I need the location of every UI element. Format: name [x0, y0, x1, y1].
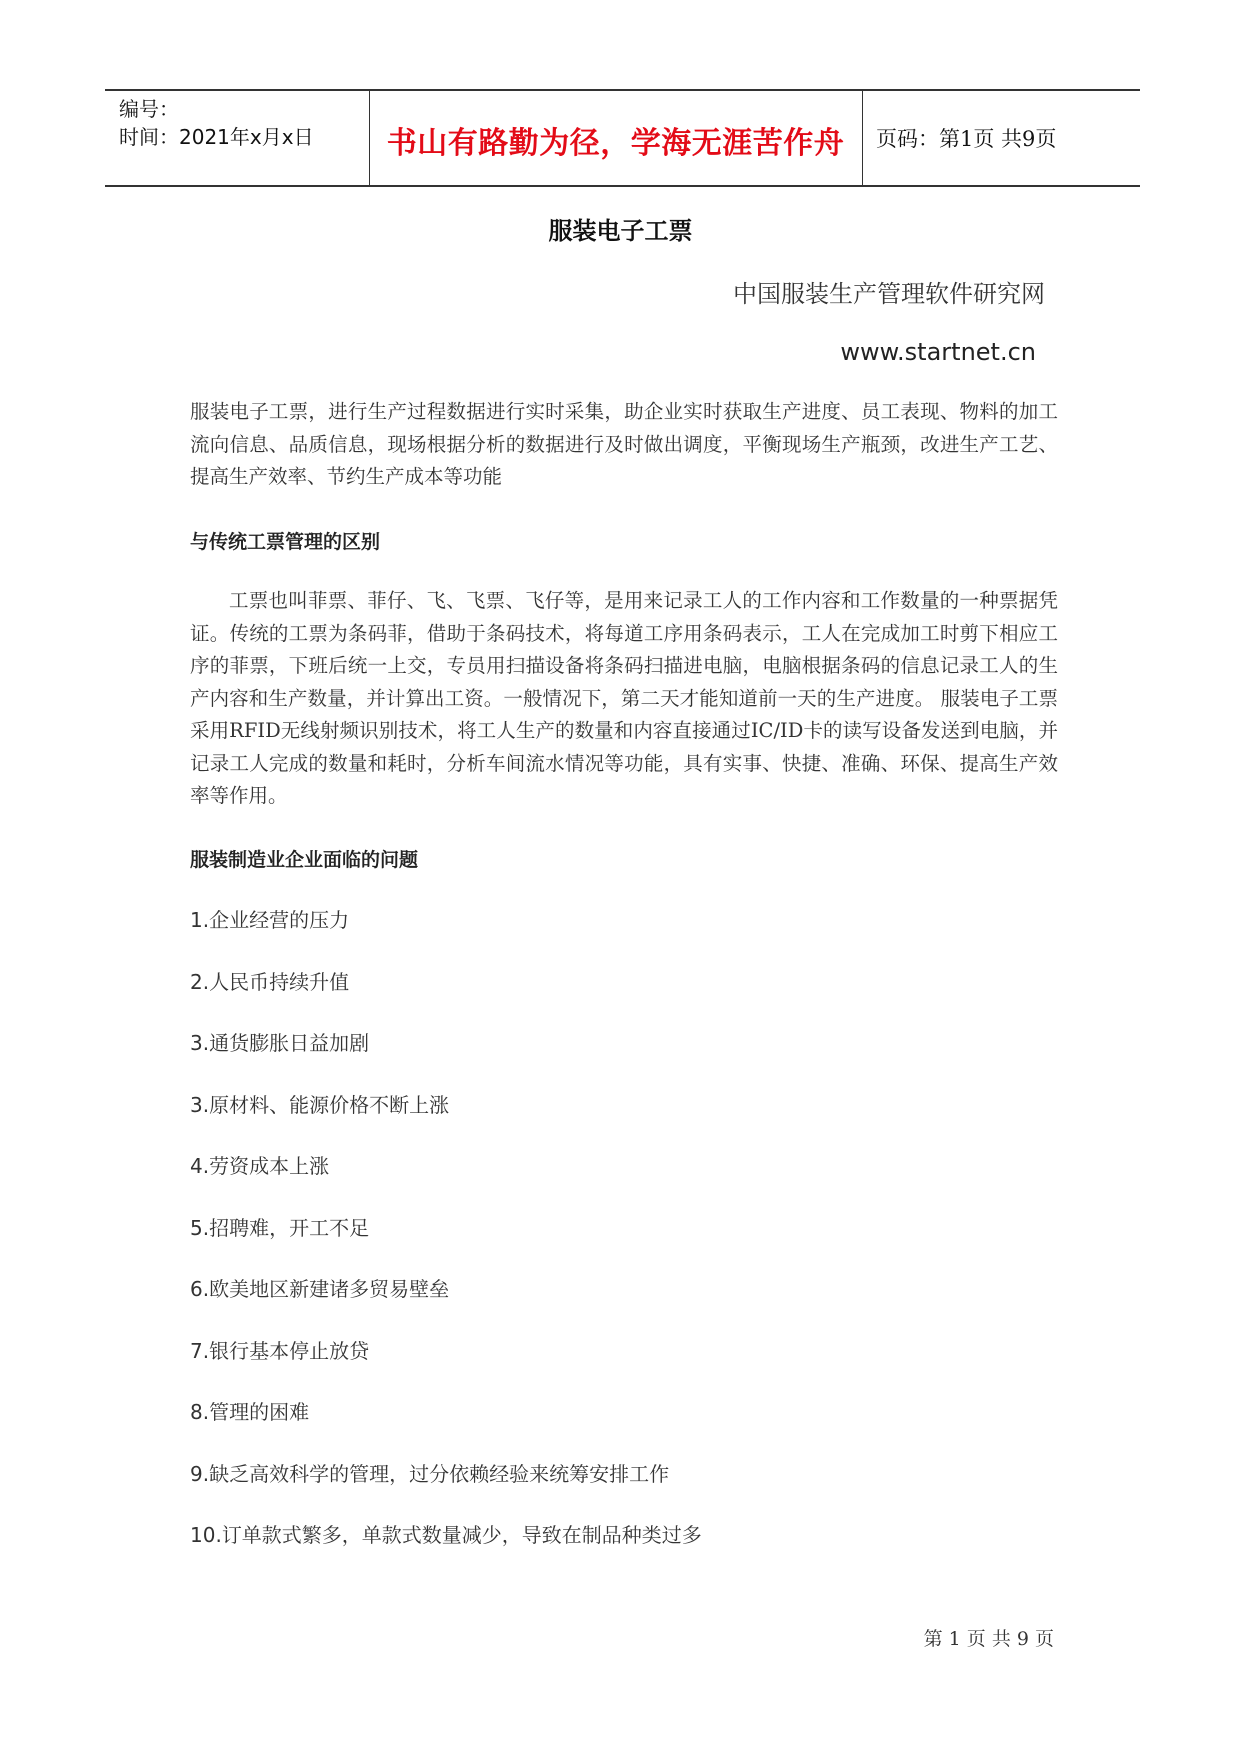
list-item [190, 1335, 369, 1364]
list-item-text: 订单款式繁多，单款式数量减少，导致在制品种类过多 [221, 1523, 702, 1547]
intro-paragraph: 服装电子工票，进行生产过程数据进行实时采集，助企业实时获取生产进度、员工表现、物料的加工流向信息、品质信息，现场根据分析的数据进行及时做出调度，平衡现场生产瓶颈，改进生产工艺、提高生产效率、节约生产成本等功能 [190, 400, 1058, 488]
list-item-text: 通货膨胀日益加剧 [209, 1031, 370, 1055]
list-item [190, 1089, 449, 1118]
motto: 书山有路勤为径，学海无涯苦作舟 [386, 126, 845, 161]
list-item-number: 6. [190, 1277, 210, 1301]
serial-label: 编号： [119, 97, 179, 121]
header-table [105, 89, 1140, 187]
header-meta-cell [105, 91, 370, 185]
list-item-number: 1. [190, 908, 210, 932]
section-heading-difference: 与传统工票管理的区别 [190, 531, 381, 553]
list-item [190, 1396, 309, 1425]
page-info: 页码：第1页 共9页 [876, 127, 1057, 151]
list-item-number: 10. [190, 1523, 222, 1547]
list-item-number: 2. [190, 969, 210, 994]
list-item-number: 9. [190, 1461, 210, 1486]
list-item-text: 原材料、能源价格不断上涨 [209, 1092, 450, 1117]
list-item [190, 1212, 369, 1241]
list-item [190, 1458, 669, 1487]
header-motto-cell [369, 91, 863, 185]
list-item [190, 1027, 369, 1056]
list-item-number: 3. [190, 1031, 210, 1055]
list-item-text: 管理的困难 [209, 1400, 310, 1424]
list-item-text: 企业经营的压力 [209, 908, 350, 932]
source-url: www.startnet.cn [840, 338, 1036, 366]
list-item-text: 缺乏高效科学的管理，过分依赖经验来统筹安排工作 [209, 1461, 670, 1486]
list-item-number: 3. [190, 1092, 210, 1117]
list-item-number: 4. [190, 1154, 210, 1178]
list-item-number: 5. [190, 1215, 210, 1240]
source-name: 中国服装生产管理软件研究网 [733, 280, 1045, 308]
list-item [190, 904, 349, 933]
list-item-text: 招聘难，开工不足 [209, 1215, 370, 1240]
difference-paragraph: 工票也叫菲票、菲仔、飞、飞票、飞仔等，是用来记录工人的工作内容和工作数量的一种票据凭证。传统的工票为条码菲，借助于条码技术，将每道工序用条码表示，工人在完成加工时剪下相应工序的菲票，下班后统一上交，专员用扫描设备将条码扫描进电脑，电脑根据条码的信息记录工人的生产内容和生产数量，并计算出工资。一般情况下，第二天才能知道前一天的生产进度。 服装电子工票采用RFID无线射频识别技术，将工人生产的数量和内容直接通过IC/ID卡的读写设备发送到电脑，并记录工人完成的数量和耗时，分析车间流水情况等功能，具有实事、快捷、准确、环保、提高生产效率等作用。 [190, 589, 1058, 807]
list-item-text: 银行基本停止放贷 [209, 1338, 370, 1363]
header-page-cell [862, 91, 1140, 185]
page-footer: 第 1 页 共 9 页 [923, 1628, 1054, 1650]
list-item [190, 1519, 702, 1548]
document-title: 服装电子工票 [548, 216, 693, 245]
list-item-text: 人民币持续升值 [209, 969, 350, 994]
list-item [190, 1273, 449, 1302]
list-item [190, 966, 349, 995]
list-item-number: 7. [190, 1338, 210, 1363]
list-item-number: 8. [190, 1400, 210, 1424]
list-item-text: 欧美地区新建诸多贸易壁垒 [209, 1277, 450, 1301]
section-heading-problems: 服装制造业企业面临的问题 [190, 849, 419, 871]
time-label: 时间：2021年x月x日 [119, 125, 314, 149]
list-item-text: 劳资成本上涨 [209, 1154, 330, 1178]
list-item [190, 1150, 329, 1179]
